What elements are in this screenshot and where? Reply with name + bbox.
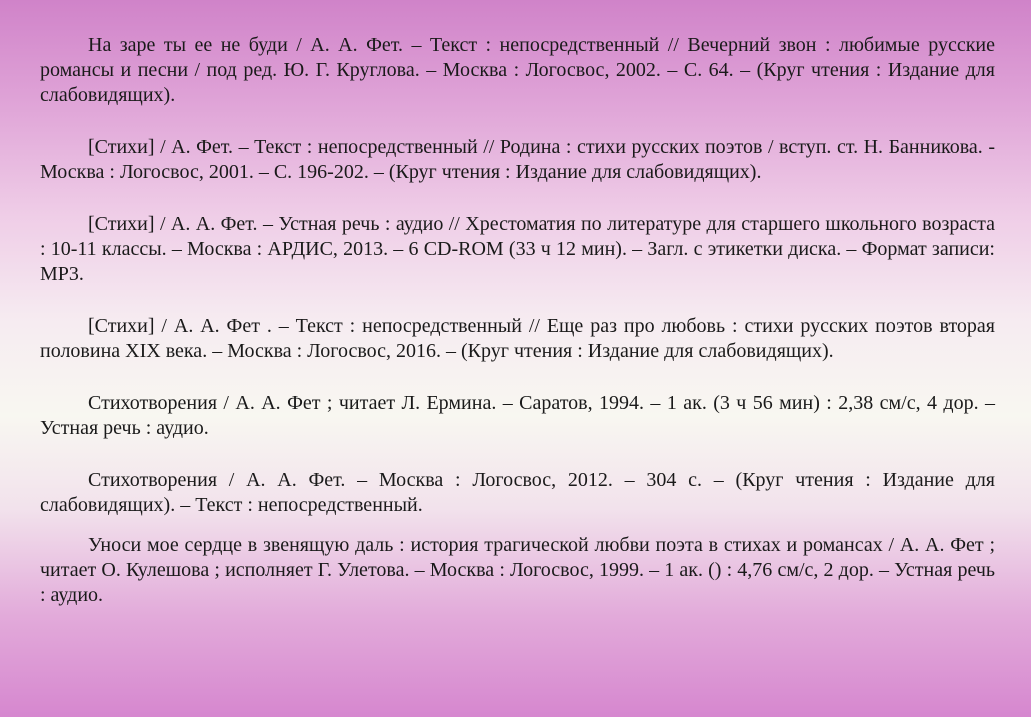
bibliography-entry-1: На заре ты ее не буди / А. А. Фет. – Текст : непосредственный // Вечерний звон : любимые русские романсы и песни / под ред. Ю. Г. Круглова. – Москва : Логосвос, 2002. – С. 64. – (Круг чтения : Издание для слабовидящих). bbox=[40, 34, 995, 106]
bibliography-entry-4: [Стихи] / А. А. Фет . – Текст : непосредственный // Еще раз про любовь : стихи русских поэтов вторая половина XIX века. – Москва : Логосвос, 2016. – (Круг чтения : Издание для слабовидящих). bbox=[40, 315, 995, 362]
bibliography-entry-5: Стихотворения / А. А. Фет ; читает Л. Ермина. – Саратов, 1994. – 1 ак. (3 ч 56 мин) : 2,38 см/с, 4 дор. – Устная речь : аудио. bbox=[40, 392, 995, 439]
bibliography-entry-3: [Стихи] / А. А. Фет. – Устная речь : аудио // Хрестоматия по литературе для старшего школьного возраста : 10-11 классы. – Москва : АРДИС, 2013. – 6 CD-ROM (33 ч 12 мин). – Загл. с этикетки диска. – Формат записи: MP3. bbox=[40, 213, 995, 285]
bibliography-entry-7: Уноси мое сердце в звенящую даль : история трагической любви поэта в стихах и романсах / А. А. Фет ; читает О. Кулешова ; исполняет Г. Улетова. – Москва : Логосвос, 1999. – 1 ак. () : 4,76 см/с, 2 дор. – Устная речь : аудио. bbox=[40, 534, 995, 606]
bibliography-entry-2: [Стихи] / А. Фет. – Текст : непосредственный // Родина : стихи русских поэтов / вступ. ст. Н. Банникова. - Москва : Логосвос, 2001. – С. 196-202. – (Круг чтения : Издание для слабовидящих). bbox=[40, 136, 995, 183]
bibliography-entry-6: Стихотворения / А. А. Фет. – Москва : Логосвос, 2012. – 304 с. – (Круг чтения : Издание для слабовидящих). – Текст : непосредственный. bbox=[40, 469, 995, 516]
